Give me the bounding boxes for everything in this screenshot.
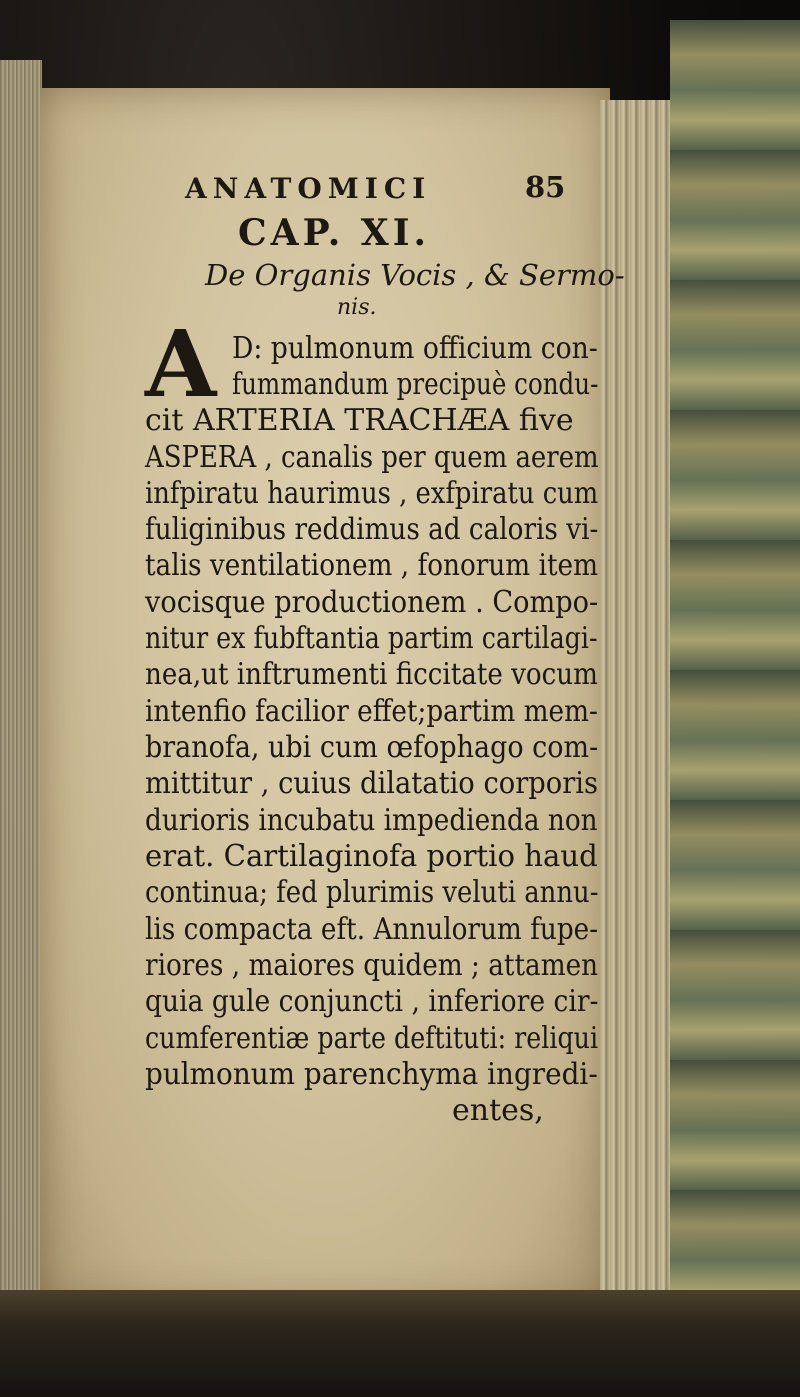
body-line: mittitur , cuius dilatatio corporis [145,766,599,801]
body-line: branofa, ubi cum œfophago com- [145,730,599,765]
bottom-shadow [0,1290,800,1397]
body-line: fuliginibus reddimus ad caloris vi- [145,512,599,547]
body-line: nea,ut inftrumenti ficcitate vocum [145,657,598,692]
chapter-subtitle-continuation: nis. [337,295,377,320]
body-line: erat. Cartilaginofa portio haud [145,839,598,874]
body-line: durioris incubatu impedienda non [145,803,598,838]
chapter-heading: CAP. XI. [238,212,431,254]
body-line: fummandum precipuè condu- [232,367,599,402]
book-spine [670,20,800,1320]
running-title: ANATOMICI [185,172,432,205]
running-head [185,172,595,212]
body-line: pulmonum parenchyma ingredi- [145,1057,598,1092]
body-line: cumferentiæ parte deftituti: reliqui [145,1021,599,1056]
left-page-edges [0,60,42,1320]
body-line: lis compacta eft. Annulorum fupe- [145,912,599,947]
body-line: D: pulmonum officium con- [232,331,598,366]
body-line: vocisque productionem . Compo- [145,585,599,620]
body-line: ASPERA , canalis per quem aerem [145,440,599,475]
body-line: quia gule conjuncti , inferiore cir- [145,984,599,1019]
drop-cap: A [145,310,217,418]
page-number: 85 [525,170,566,204]
chapter-subtitle: De Organis Vocis , & Sermo- [205,258,625,292]
body-line: nitur ex fubftantia partim cartilagi- [145,621,598,656]
body-line: continua; fed plurimis veluti annu- [145,875,599,910]
body-line: riores , maiores quidem ; attamen [145,948,599,983]
body-line: talis ventilationem , fonorum item [145,548,598,583]
body-line: cit ARTERIA TRACHÆA five [145,403,574,438]
body-line: entes, [452,1093,544,1128]
body-line: infpiratu haurimus , exfpiratu cum [145,476,599,511]
body-line: intenfio facilior effet;partim mem- [145,694,598,729]
